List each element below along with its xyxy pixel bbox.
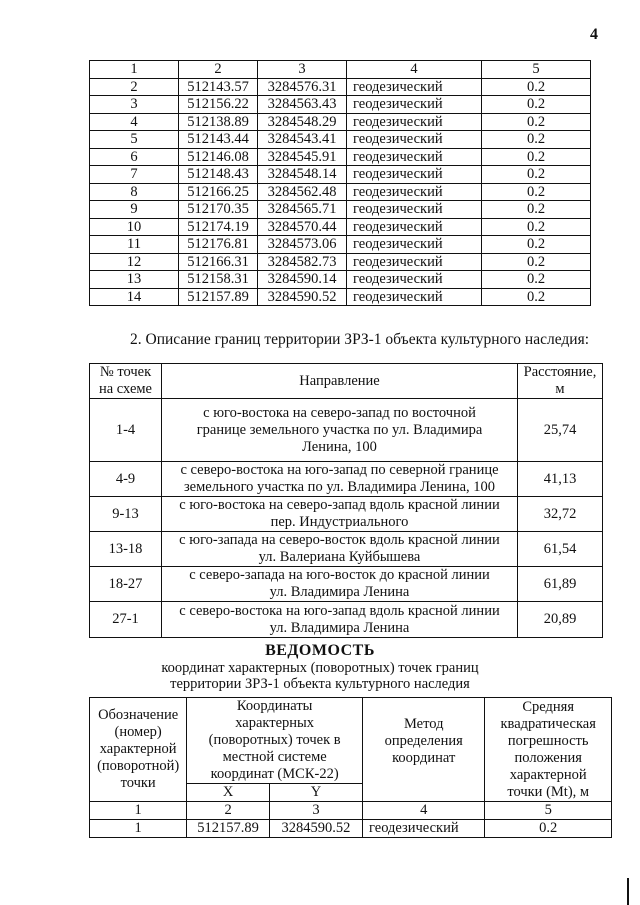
method-cell: геодезический	[347, 148, 482, 166]
x-cell: 512170.35	[179, 201, 258, 219]
error-cell: 0.2	[482, 201, 591, 219]
table-row	[90, 201, 591, 219]
header-row	[90, 61, 591, 79]
table-row	[90, 288, 591, 306]
y-cell: 3284565.71	[258, 201, 347, 219]
x-cell: 512158.31	[179, 271, 258, 289]
x-cell: 512174.19	[179, 218, 258, 236]
error-cell: 0.2	[482, 148, 591, 166]
x-cell: 512143.44	[179, 131, 258, 149]
table-row	[90, 820, 612, 838]
point-cell: 8	[90, 183, 179, 201]
direction-cell	[162, 399, 518, 462]
x-cell: 512146.08	[179, 148, 258, 166]
direction-line: ул. Владимира Ленина	[269, 619, 410, 636]
point-cell: 2	[90, 78, 179, 96]
error-cell: 0.2	[482, 236, 591, 254]
points-cell: 18-27	[90, 567, 162, 602]
error-cell: 0.2	[482, 271, 591, 289]
boundary-description-table	[89, 363, 603, 638]
point-cell: 3	[90, 96, 179, 114]
point-cell: 12	[90, 253, 179, 271]
y-cell: 3284582.73	[258, 253, 347, 271]
y-cell: 3284543.41	[258, 131, 347, 149]
method-cell: геодезический	[347, 166, 482, 184]
y-cell: 3284562.48	[258, 183, 347, 201]
table-row	[90, 236, 591, 254]
header-x: X	[187, 784, 270, 802]
points-cell: 13-18	[90, 532, 162, 567]
method-cell: геодезический	[347, 183, 482, 201]
direction-line: ул. Владимира Ленина	[269, 584, 410, 600]
method-cell: геодезический	[347, 253, 482, 271]
y-cell: 3284590.52	[269, 820, 362, 838]
error-cell: 0.2	[482, 288, 591, 306]
direction-line: с юго-запада на северо-восток вдоль красной линии	[179, 532, 500, 548]
distance-cell: 61,89	[518, 567, 603, 602]
point-cell: 14	[90, 288, 179, 306]
error-cell: 0.2	[482, 183, 591, 201]
x-cell: 512157.89	[187, 820, 270, 838]
point-cell: 13	[90, 271, 179, 289]
table-row	[90, 148, 591, 166]
table-row	[90, 271, 591, 289]
direction-line: Ленина, 100	[302, 438, 377, 455]
distance-cell: 41,13	[518, 462, 603, 497]
x-cell: 512138.89	[179, 113, 258, 131]
x-cell: 512166.25	[179, 183, 258, 201]
header-cell: 4	[347, 61, 482, 79]
points-cell: 27-1	[90, 602, 162, 638]
coordinates-table	[89, 60, 591, 306]
method-cell: геодезический	[347, 288, 482, 306]
page-number: 4	[590, 26, 598, 43]
point-cell: 4	[90, 113, 179, 131]
method-cell: геодезический	[347, 131, 482, 149]
table-row	[90, 218, 591, 236]
num-cell: 2	[187, 802, 270, 820]
x-cell: 512143.57	[179, 78, 258, 96]
error-cell: 0.2	[482, 166, 591, 184]
header-coordinates: Координаты характерных (поворотных) точек в местной системе координат (МСК-22)	[187, 698, 363, 784]
direction-cell	[162, 532, 518, 567]
distance-cell: 32,72	[518, 497, 603, 532]
point-cell: 10	[90, 218, 179, 236]
distance-cell: 61,54	[518, 532, 603, 567]
num-cell: 3	[269, 802, 362, 820]
direction-cell	[162, 602, 518, 638]
direction-cell	[162, 497, 518, 532]
error-cell: 0.2	[482, 218, 591, 236]
error-cell: 0.2	[482, 113, 591, 131]
direction-cell	[162, 462, 518, 497]
point-cell: 7	[90, 166, 179, 184]
y-cell: 3284570.44	[258, 218, 347, 236]
error-cell: 0.2	[482, 131, 591, 149]
method-cell: геодезический	[347, 218, 482, 236]
direction-line: с северо-востока на юго-запад по северной границе	[180, 462, 499, 478]
table-row	[90, 497, 603, 532]
direction-line: с юго-востока на северо-запад вдоль красной линии	[179, 497, 500, 513]
table-row	[90, 183, 591, 201]
header-cell: 1	[90, 61, 179, 79]
table-row	[90, 113, 591, 131]
y-cell: 3284573.06	[258, 236, 347, 254]
table-row	[90, 462, 603, 497]
method-cell: геодезический	[347, 236, 482, 254]
edge-mark	[627, 878, 629, 905]
table-row	[90, 602, 603, 638]
points-cell: 4-9	[90, 462, 162, 497]
table-row	[90, 399, 603, 462]
direction-line: ул. Валериана Куйбышева	[258, 549, 421, 565]
num-cell: 5	[485, 802, 612, 820]
error-cell: 0.2	[482, 253, 591, 271]
vedomost-table	[89, 697, 612, 838]
y-cell: 3284576.31	[258, 78, 347, 96]
table-row	[90, 567, 603, 602]
y-cell: 3284545.91	[258, 148, 347, 166]
direction-line: границе земельного участка по ул. Владимира	[196, 421, 483, 438]
point-cell: 6	[90, 148, 179, 166]
y-cell: 3284590.52	[258, 288, 347, 306]
y-cell: 3284563.43	[258, 96, 347, 114]
header-distance: Расстояние, м	[518, 364, 603, 399]
header-designation: Обозначение (номер) характерной (поворотной) точки	[90, 698, 187, 802]
distance-cell: 25,74	[518, 399, 603, 462]
table-row	[90, 131, 591, 149]
y-cell: 3284590.14	[258, 271, 347, 289]
header-cell: 2	[179, 61, 258, 79]
table-row	[90, 253, 591, 271]
method-cell: геодезический	[347, 201, 482, 219]
section-heading: 2. Описание границ территории ЗРЗ-1 объекта культурного наследия:	[130, 331, 590, 348]
direction-cell	[162, 567, 518, 602]
y-cell: 3284548.14	[258, 166, 347, 184]
method-cell: геодезический	[347, 113, 482, 131]
direction-line: пер. Индустриального	[270, 514, 409, 530]
point-cell: 11	[90, 236, 179, 254]
table-row	[90, 96, 591, 114]
num-cell: 1	[90, 802, 187, 820]
method-cell: геодезический	[347, 271, 482, 289]
x-cell: 512176.81	[179, 236, 258, 254]
header-error: Средняя квадратическая погрешность положения характерной точки (Mt), м	[485, 698, 612, 802]
x-cell: 512157.89	[179, 288, 258, 306]
table-row	[90, 532, 603, 567]
point-cell: 9	[90, 201, 179, 219]
distance-cell: 20,89	[518, 602, 603, 638]
direction-line: земельного участка по ул. Владимира Ленина, 100	[183, 479, 496, 495]
header-method: Метод определения координат	[363, 698, 485, 802]
method-cell: геодезический	[347, 96, 482, 114]
y-cell: 3284548.29	[258, 113, 347, 131]
point-cell: 1	[90, 820, 187, 838]
vedomost-subtitle: координат характерных (поворотных) точек границ территории ЗРЗ-1 объекта культурного наследия	[161, 660, 479, 692]
method-cell: геодезический	[347, 78, 482, 96]
x-cell: 512166.31	[179, 253, 258, 271]
method-cell: геодезический	[363, 820, 485, 838]
error-cell: 0.2	[485, 820, 612, 838]
table-row	[90, 166, 591, 184]
points-cell: 1-4	[90, 399, 162, 462]
table-row	[90, 78, 591, 96]
error-cell: 0.2	[482, 96, 591, 114]
direction-line: с северо-востока на юго-запад вдоль красной линии	[179, 602, 500, 619]
vedomost-title: ВЕДОМОСТЬ	[265, 642, 375, 659]
direction-line: с юго-востока на северо-запад по восточной	[203, 404, 476, 421]
header-points: № точек на схеме	[90, 364, 162, 399]
x-cell: 512156.22	[179, 96, 258, 114]
header-y: Y	[269, 784, 362, 802]
num-cell: 4	[363, 802, 485, 820]
point-cell: 5	[90, 131, 179, 149]
header-direction: Направление	[162, 364, 518, 399]
header-cell: 5	[482, 61, 591, 79]
points-cell: 9-13	[90, 497, 162, 532]
direction-line: с северо-запада на юго-восток до красной линии	[189, 567, 490, 583]
column-numbers-row	[90, 802, 612, 820]
header-cell: 3	[258, 61, 347, 79]
error-cell: 0.2	[482, 78, 591, 96]
x-cell: 512148.43	[179, 166, 258, 184]
